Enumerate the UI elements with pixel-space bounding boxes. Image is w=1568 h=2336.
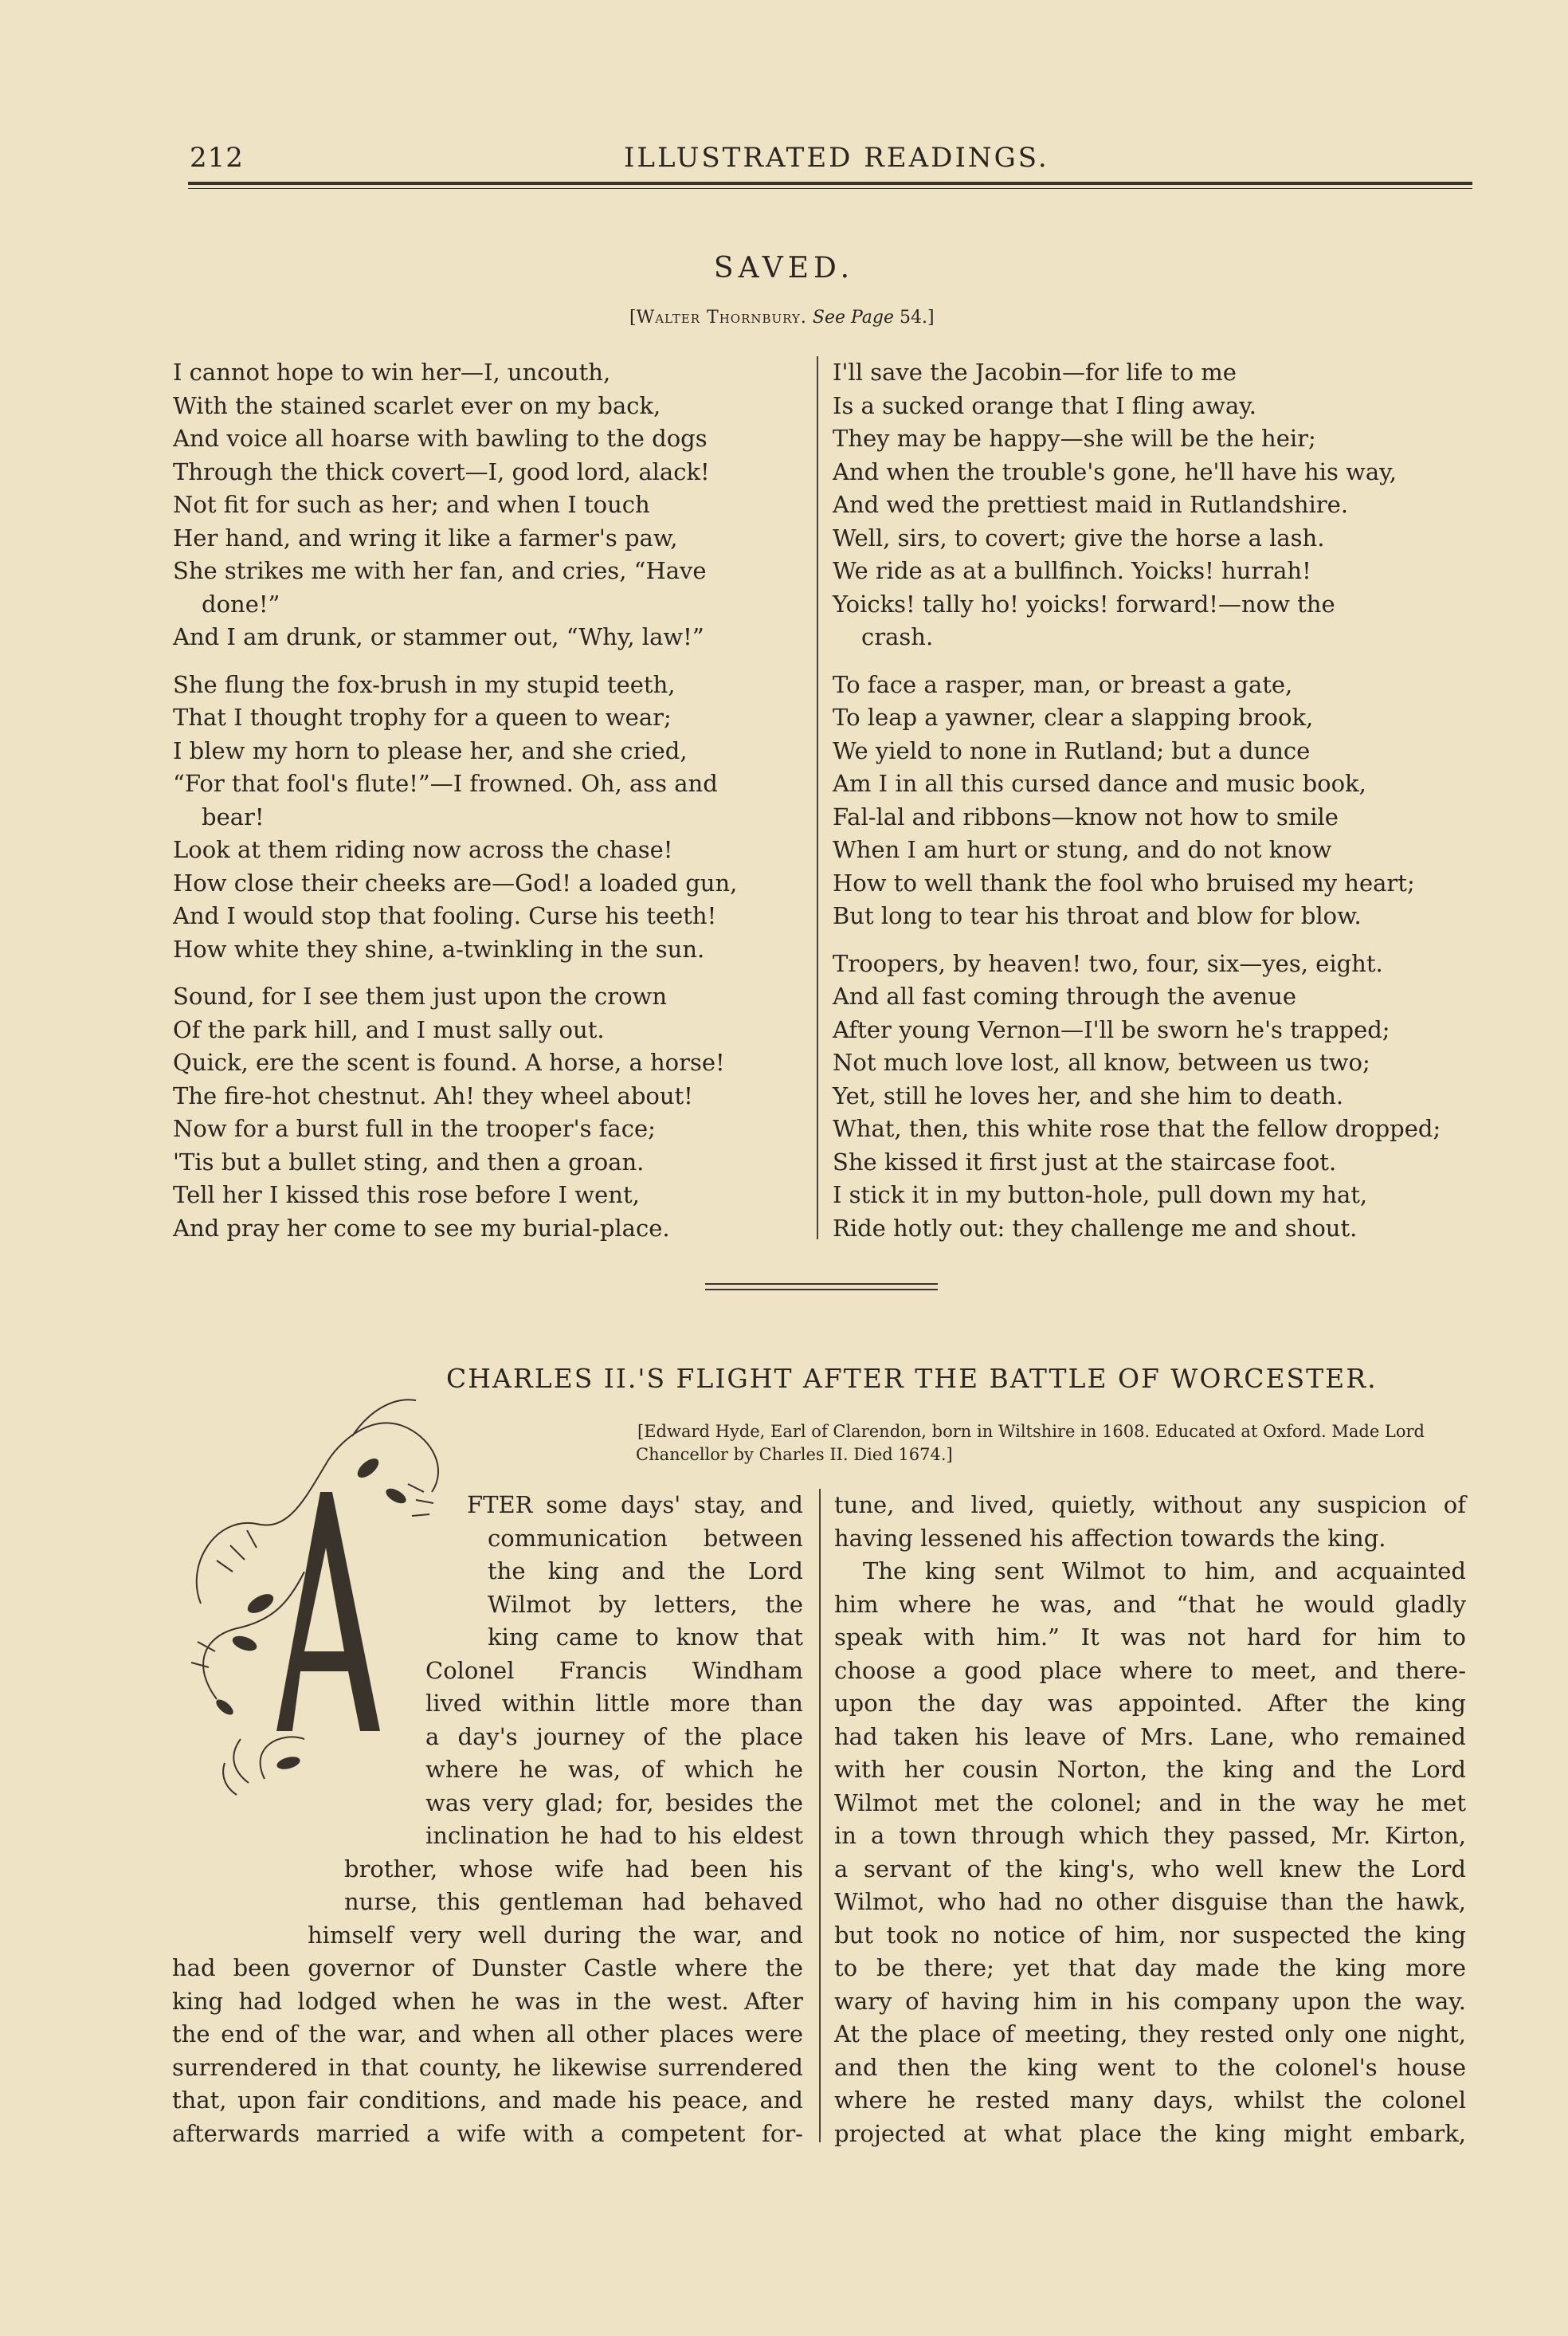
- poem-line: Through the thick covert—I, good lord, alack!: [173, 457, 710, 485]
- see-page-number: 54.: [900, 308, 928, 328]
- see-page-label: See Page: [812, 308, 895, 328]
- poem-line: I stick it in my button-hole, pull down my hat,: [833, 1181, 1368, 1208]
- poem-line: The fire-hot chestnut. Ah! they wheel about!: [173, 1082, 693, 1109]
- poem-line: Yet, still he loves her, and she him to death.: [833, 1082, 1344, 1109]
- poem-line: Fal-lal and ribbons—know not how to smile: [833, 803, 1339, 830]
- poem-author: Walter Thornbury.: [636, 308, 807, 328]
- essay-line: Wilmot, who had no other disguise than the hawk,: [834, 1888, 1466, 1915]
- essay-line: king had lodged when he was in the west. After: [172, 1987, 803, 2015]
- poem-line: 'Tis but a bullet sting, and then a groan.: [173, 1148, 645, 1176]
- essay-line: afterwards married a wife with a competent for-: [172, 2119, 803, 2147]
- poem-line: And I am drunk, or stammer out, “Why, law!”: [173, 623, 704, 650]
- poem-line: Well, sirs, to covert; give the horse a lash.: [833, 524, 1325, 552]
- essay-line: At the place of meeting, they rested only one night,: [834, 2020, 1466, 2047]
- poem-line: And all fast coming through the avenue: [833, 983, 1297, 1010]
- poem-line: done!”: [202, 590, 280, 618]
- essay-line: brother, whose wife had been his: [344, 1855, 803, 1883]
- essay-attribution-line: Chancellor by Charles II. Died 1674.]: [636, 1445, 953, 1464]
- poem-line: But long to tear his throat and blow for blow.: [833, 902, 1362, 929]
- poem-line: And I would stop that fooling. Curse his teeth!: [173, 902, 717, 929]
- poem-line: We yield to none in Rutland; but a dunce: [833, 736, 1311, 764]
- header-rule: [188, 182, 1472, 185]
- poem-line: Not much love lost, all know, between us two;: [833, 1049, 1370, 1076]
- essay-line: wary of having him in his company upon the way.: [834, 1987, 1466, 2015]
- poem-line: Is a sucked orange that I fling away.: [833, 391, 1257, 419]
- poem-line: To face a rasper, man, or breast a gate,: [833, 670, 1293, 698]
- page-number: 212: [190, 142, 244, 174]
- poem-line: Troopers, by heaven! two, four, six—yes, eight.: [833, 949, 1383, 977]
- poem-line: She flung the fox-brush in my stupid teeth,: [173, 670, 676, 698]
- poem-line: Ride hotly out: they challenge me and shout.: [833, 1214, 1358, 1242]
- essay-line: Wilmot met the colonel; and in the way he met: [834, 1788, 1466, 1816]
- poem-line: Am I in all this cursed dance and music book,: [833, 770, 1366, 797]
- poem-line: “For that fool's flute!”—I frowned. Oh, ass and: [173, 770, 718, 797]
- poem-line: Not fit for such as her; and when I touch: [173, 491, 650, 518]
- essay-line: speak with him.” It was not hard for him to: [834, 1623, 1466, 1651]
- poem-stanza: [173, 669, 802, 967]
- column-divider: [817, 356, 818, 1239]
- poem-line: We ride as at a bullfinch. Yoicks! hurrah!: [833, 557, 1311, 584]
- poem-line: They may be happy—she will be the heir;: [833, 425, 1316, 452]
- poem-line: Quick, ere the scent is found. A horse, a horse!: [173, 1049, 725, 1076]
- poem-line: How close their cheeks are—God! a loaded gun,: [173, 869, 738, 897]
- drop-cap-letter: A: [296, 1693, 303, 1702]
- essay-line: nurse, this gentleman had behaved: [344, 1888, 803, 1915]
- poem-line: To leap a yawner, clear a slapping brook,: [833, 704, 1314, 731]
- running-title: ILLUSTRATED READINGS.: [624, 142, 1049, 174]
- essay-line: FTER some days' stay, and: [467, 1491, 803, 1518]
- section-divider: [705, 1283, 938, 1285]
- poem-line: And when the trouble's gone, he'll have his way,: [833, 457, 1397, 485]
- essay-line: but took no notice of him, nor suspected the king: [834, 1921, 1466, 1949]
- essay-right-column: [834, 1489, 1466, 2150]
- essay-line: him where he was, and “that he would gladly: [834, 1590, 1466, 1618]
- poem-line: With the stained scarlet ever on my back,: [173, 391, 661, 419]
- poem-line: I'll save the Jacobin—for life to me: [833, 359, 1237, 386]
- poem-line: Yoicks! tally ho! yoicks! forward!—now the: [833, 590, 1335, 618]
- essay-line: the end of the war, and when all other places were: [172, 2020, 803, 2047]
- poem-line: After young Vernon—I'll be sworn he's trapped;: [833, 1015, 1390, 1043]
- poem-line: What, then, this white rose that the fellow dropped;: [833, 1115, 1441, 1142]
- poem-right-column: [833, 356, 1478, 1259]
- essay-line: and then the king went to the colonel's house: [834, 2053, 1466, 2081]
- poem-line: How to well thank the fool who bruised my heart;: [833, 869, 1415, 897]
- essay-title: CHARLES II.'S FLIGHT AFTER THE BATTLE OF WORCESTER.: [446, 1363, 1378, 1394]
- poem-line: Her hand, and wring it like a farmer's paw,: [173, 524, 678, 552]
- essay-line: having lessened his affection towards the king.: [834, 1524, 1386, 1552]
- poem-line: And pray her come to see my burial-place.: [173, 1214, 670, 1242]
- essay-line: king came to know that: [488, 1623, 803, 1651]
- essay-line: had taken his leave of Mrs. Lane, who remained: [834, 1722, 1466, 1750]
- poem-attribution: [Walter Thornbury. See Page 54.]: [629, 308, 935, 328]
- poem-line: That I thought trophy for a queen to wear;: [173, 704, 672, 731]
- page-header: [190, 142, 1472, 174]
- poem-stanza: [173, 980, 802, 1245]
- poem-line: Of the park hill, and I must sally out.: [173, 1015, 605, 1043]
- poem-line: How white they shine, a-twinkling in the sun.: [173, 935, 705, 963]
- essay-line: himself very well during the war, and: [308, 1921, 803, 1949]
- essay-line: inclination he had to his eldest: [425, 1822, 803, 1849]
- poem-stanza: [833, 356, 1478, 654]
- essay-line: with her cousin Norton, the king and the Lord: [834, 1756, 1466, 1783]
- poem-stanza: [173, 356, 802, 654]
- section-divider-lower: [705, 1289, 938, 1290]
- poem-title: SAVED.: [713, 252, 855, 285]
- poem-stanza: [833, 669, 1478, 933]
- essay-line: a day's journey of the place: [425, 1722, 803, 1750]
- essay-line: the king and the Lord: [488, 1557, 803, 1584]
- poem-line: crash.: [861, 623, 934, 650]
- header-rule-thin: [188, 188, 1472, 189]
- poem-line: When I am hurt or stung, and do not know: [833, 836, 1332, 863]
- essay-line: The king sent Wilmot to him, and acquainted: [863, 1557, 1466, 1584]
- poem-line: She kissed it first just at the staircase foot.: [833, 1148, 1337, 1176]
- poem-line: And voice all hoarse with bawling to the dogs: [173, 425, 708, 452]
- essay-line: Wilmot by letters, the: [488, 1590, 803, 1618]
- essay-line: where he rested many days, whilst the colonel: [834, 2087, 1466, 2114]
- poem-line: Look at them riding now across the chase!: [173, 836, 673, 863]
- essay-line: choose a good place where to meet, and there-: [834, 1656, 1466, 1684]
- essay-attribution: [476, 1420, 1425, 1466]
- essay-line: surrendered in that county, he likewise surrendered: [172, 2053, 803, 2081]
- poem-line: I blew my horn to please her, and she cried,: [173, 736, 688, 764]
- essay-attribution-line: [Edward Hyde, Earl of Clarendon, born in Wiltshire in 1608. Educated at Oxford. Made Lord: [637, 1422, 1425, 1441]
- essay-line: upon the day was appointed. After the king: [834, 1690, 1466, 1717]
- poem-stanza: [833, 948, 1478, 1246]
- essay-line: was very glad; for, besides the: [425, 1788, 803, 1816]
- poem-line: Now for a burst full in the trooper's face;: [173, 1115, 656, 1142]
- essay-line: communication between: [488, 1524, 803, 1552]
- essay-line: projected at what place the king might embark,: [834, 2119, 1466, 2147]
- poem-line: bear!: [202, 803, 265, 830]
- poem-line: Sound, for I see them just upon the crown: [173, 983, 668, 1010]
- essay-line: where he was, of which he: [425, 1756, 803, 1783]
- essay-line: to be there; yet that day made the king more: [834, 1954, 1466, 1981]
- essay-line: lived within little more than: [425, 1690, 803, 1717]
- essay-line: Colonel Francis Windham: [425, 1656, 803, 1684]
- essay-line: a servant of the king's, who well knew the Lord: [834, 1855, 1466, 1883]
- essay-line: that, upon fair conditions, and made his peace, and: [172, 2087, 803, 2114]
- essay-column-divider: [819, 1489, 821, 2142]
- essay-left-column: [172, 1489, 803, 2150]
- poem-line: Tell her I kissed this rose before I went,: [173, 1181, 640, 1208]
- poem-left-column: [173, 356, 802, 1259]
- essay-line: tune, and lived, quietly, without any suspicion of: [834, 1491, 1466, 1518]
- essay-line: had been governor of Dunster Castle where the: [172, 1954, 803, 1981]
- poem-line: She strikes me with her fan, and cries, “Have: [173, 557, 707, 584]
- essay-line: in a town through which they passed, Mr. Kirton,: [834, 1822, 1466, 1849]
- poem-line: And wed the prettiest maid in Rutlandshire.: [833, 491, 1349, 518]
- poem-line: I cannot hope to win her—I, uncouth,: [173, 359, 611, 386]
